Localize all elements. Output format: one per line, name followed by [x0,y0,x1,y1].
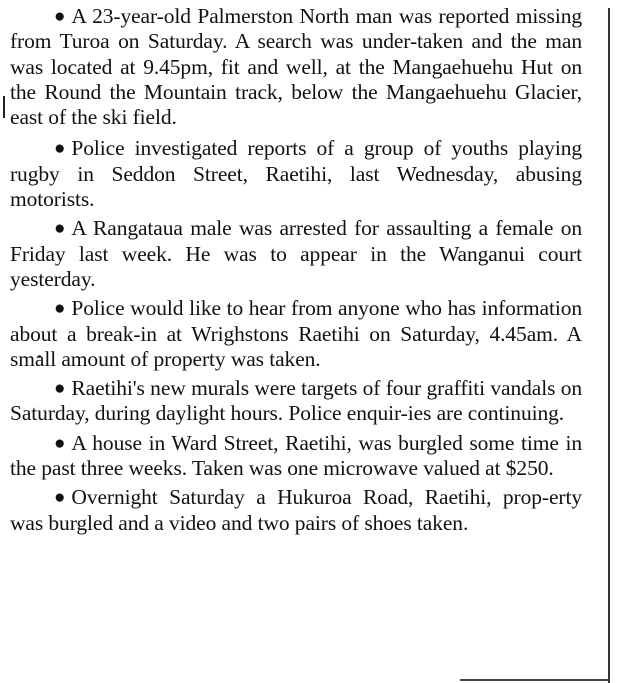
column-rule-right [608,8,610,683]
news-item-rangataua-arrest [10,216,582,292]
bullet-icon: ● [54,298,66,320]
news-item-text: A Rangataua male was arrested for assaulting a female on Friday last week. He was to appear in the Wanganui court yesterday. [10,216,582,291]
bullet-icon: ● [54,138,66,160]
news-item-text: Raetihi's new murals were targets of four graffiti vandals on Saturday, during daylight hours. Police enquir-ies are continuing. [10,376,582,426]
news-item-break-in [10,296,582,372]
bullet-icon: ● [54,6,66,27]
news-item-text: Police investigated reports of a group of youths playing rugby in Seddon Street, Raetihi, last Wednesday, abusing motorists. [10,136,582,212]
news-item-text: A 23-year-old Palmerston North man was reported missing from Turoa on Saturday. A search was under-taken and the man was located at 9.45pm, fit and well, at the Mangaehuehu Hut on the Round the Mountain track, below the Mangaehuehu Glacier, east of the ski field. [10,4,582,130]
bullet-icon: ● [54,432,66,454]
bullet-icon: ● [54,218,66,240]
news-item-text: A house in Ward Street, Raetihi, was burgled some time in the past three weeks. Taken was one microwave valued at $250. [10,430,582,481]
news-item-text: Overnight Saturday a Hukuroa Road, Raetihi, prop-erty was burgled and a video and two pairs of shoes taken. [10,485,582,535]
news-item-hukuroa-road [10,485,582,536]
police-news-column [10,4,582,540]
news-item-rugby-youths [10,136,582,212]
column-rule-bottom [460,679,610,681]
news-item-ward-street [10,431,582,482]
bullet-icon: ● [54,487,66,509]
news-item-graffiti [10,376,582,427]
news-item-missing-man [10,4,582,130]
news-item-text: Police would like to hear from anyone who has information about a break-in at Wrighstons Raetihi on Saturday, 4.45am. A small amount of property was taken. [10,296,582,371]
column-rule-left [3,96,5,118]
bullet-icon: ● [54,378,66,400]
